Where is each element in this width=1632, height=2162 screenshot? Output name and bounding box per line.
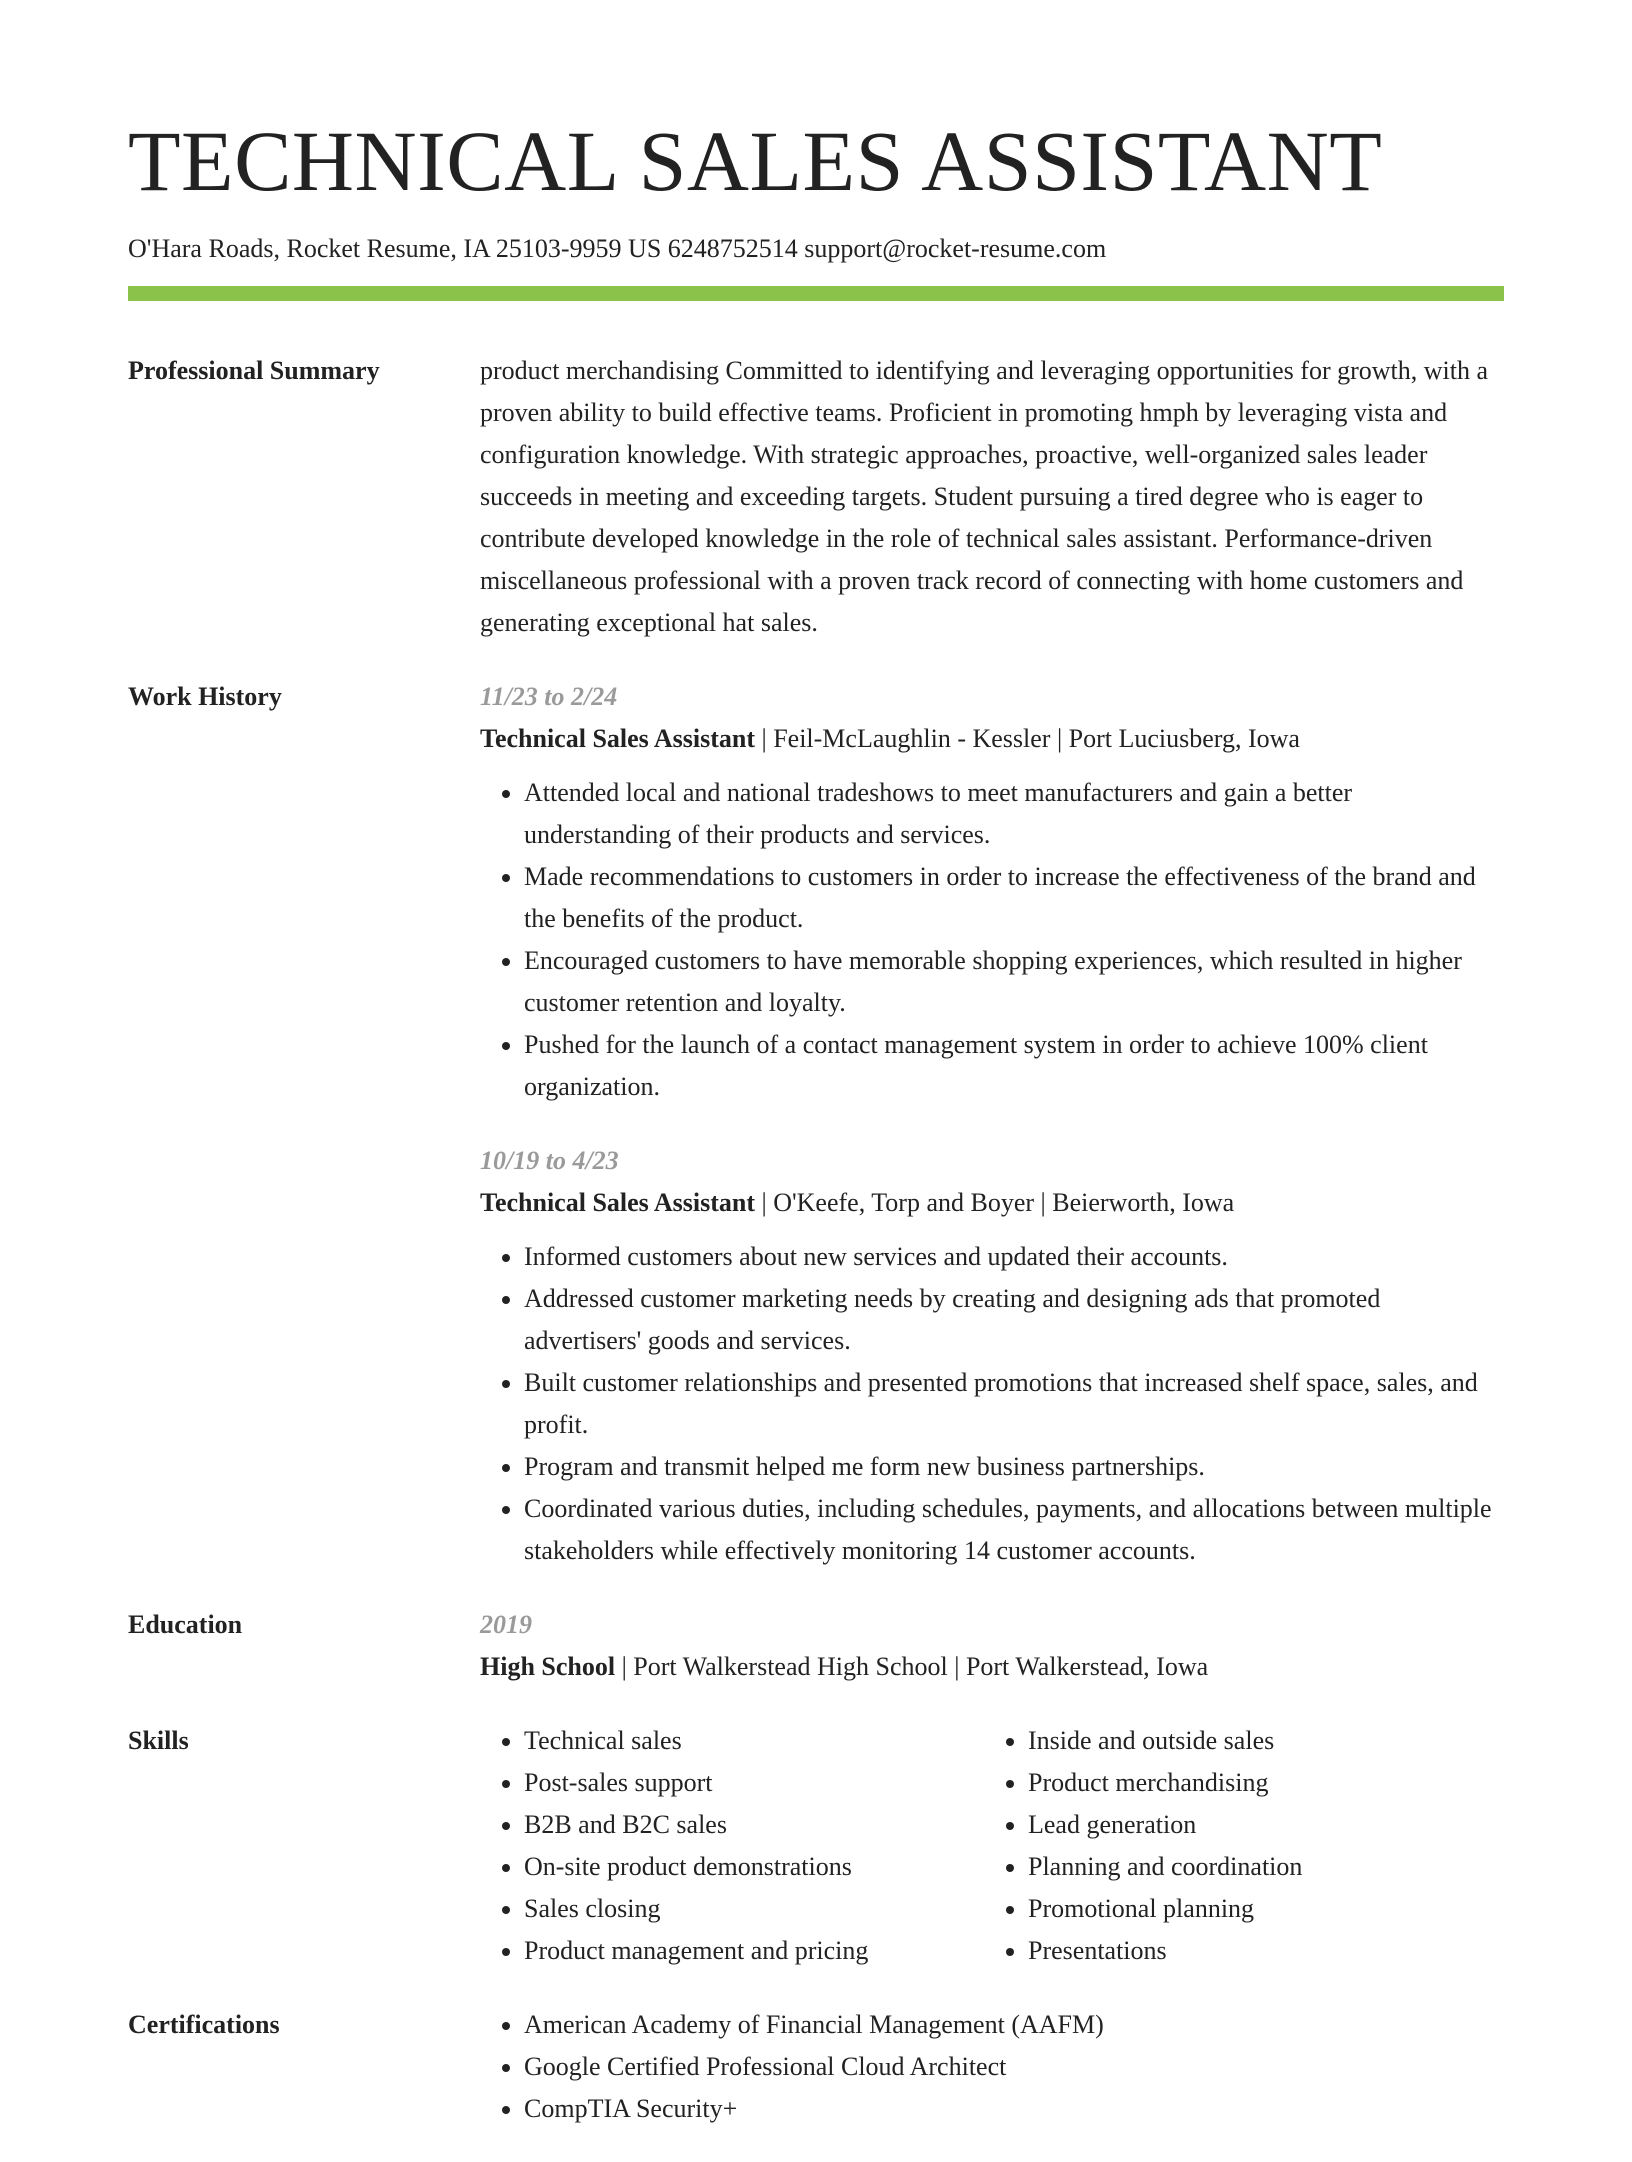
list-item: • On-site product demonstrations — [524, 1846, 984, 1888]
education-year: 2019 — [480, 1610, 532, 1639]
section-professional-summary — [128, 350, 1504, 644]
education-details: | Port Walkerstead High School | Port Walkerstead, Iowa — [615, 1652, 1209, 1681]
job-details: | Feil-McLaughlin - Kessler | Port Luciusberg, Iowa — [754, 724, 1300, 753]
contact-line: O'Hara Roads, Rocket Resume, IA 25103-9959 US 6248752514 support@rocket-resume.com — [128, 234, 1107, 263]
section-work-history — [128, 676, 1504, 1572]
job-heading — [480, 718, 1504, 760]
list-item: • Technical sales — [524, 1720, 984, 1762]
list-item: • Promotional planning — [1028, 1888, 1488, 1930]
resume-content — [128, 350, 1504, 2162]
accent-divider — [128, 286, 1504, 301]
section-body — [480, 2004, 1504, 2130]
section-label: Work History — [128, 682, 282, 711]
section-label: Skills — [128, 1726, 189, 1755]
skills-columns — [480, 1720, 1504, 1972]
skills-list-left — [480, 1720, 984, 1972]
list-item: • Planning and coordination — [1028, 1846, 1488, 1888]
list-item: • Built customer relationships and presented promotions that increased shelf space, sales, and profit. — [524, 1362, 1504, 1446]
list-item: • Program and transmit helped me form new business partnerships. — [524, 1446, 1504, 1488]
list-item: • Product management and pricing — [524, 1930, 984, 1972]
list-item: • Addressed customer marketing needs by creating and designing ads that promoted advertisers' goods and services. — [524, 1278, 1504, 1362]
section-skills — [128, 1720, 1504, 1972]
education-heading — [480, 1646, 1504, 1688]
section-body — [480, 1604, 1504, 1688]
education-degree: High School — [480, 1652, 616, 1681]
job-title: Technical Sales Assistant — [480, 1188, 755, 1217]
job-details: | O'Keefe, Torp and Boyer | Beierworth, Iowa — [754, 1188, 1235, 1217]
section-body — [480, 676, 1504, 1572]
list-item: • Lead generation — [1028, 1804, 1488, 1846]
list-item: • B2B and B2C sales — [524, 1804, 984, 1846]
job-bullets — [480, 772, 1504, 1108]
job-entry — [480, 676, 1504, 1108]
section-label: Professional Summary — [128, 356, 380, 385]
job-heading — [480, 1182, 1504, 1224]
list-item: • Coordinated various duties, including schedules, payments, and allocations between multiple stakeholders while effectively monitoring 14 customer accounts. — [524, 1488, 1504, 1572]
list-item: • Encouraged customers to have memorable shopping experiences, which resulted in higher customer retention and loyalty. — [524, 940, 1504, 1024]
list-item: • CompTIA Security+ — [524, 2088, 1504, 2130]
section-label: Certifications — [128, 2010, 280, 2039]
list-item: • Attended local and national tradeshows to meet manufacturers and gain a better understanding of their products and services. — [524, 772, 1504, 856]
resume-title: TECHNICAL SALES ASSISTANT — [128, 113, 1383, 209]
section-body — [480, 1720, 1504, 1972]
skills-list-right — [984, 1720, 1488, 1972]
list-item: • Sales closing — [524, 1888, 984, 1930]
list-item: • Pushed for the launch of a contact management system in order to achieve 100% client organization. — [524, 1024, 1504, 1108]
list-item: • Informed customers about new services and updated their accounts. — [524, 1236, 1504, 1278]
job-dates: 11/23 to 2/24 — [480, 682, 618, 711]
section-certifications — [128, 2004, 1504, 2130]
list-item: • Inside and outside sales — [1028, 1720, 1488, 1762]
list-item: • American Academy of Financial Management (AAFM) — [524, 2004, 1504, 2046]
job-entry — [480, 1140, 1504, 1572]
job-title: Technical Sales Assistant — [480, 724, 755, 753]
list-item: • Post-sales support — [524, 1762, 984, 1804]
section-education — [128, 1604, 1504, 1688]
summary-text: product merchandising Committed to identifying and leveraging opportunities for growth, with a proven ability to build effective teams. Proficient in promoting hmph by leveraging vista and configuration knowledge. With strategic approaches, proactive, well-organized sales leader succeeds in meeting and exceeding targets. Student pursuing a tired degree who is eager to contribute developed knowledge in the role of technical sales assistant. Performance-driven miscellaneous professional with a proven track record of connecting with home customers and generating exceptional hat sales. — [480, 356, 1489, 637]
section-label: Education — [128, 1610, 243, 1639]
list-item: • Product merchandising — [1028, 1762, 1488, 1804]
section-body — [480, 350, 1504, 644]
list-item: • Presentations — [1028, 1930, 1488, 1972]
list-item: • Made recommendations to customers in order to increase the effectiveness of the brand and the benefits of the product. — [524, 856, 1504, 940]
certifications-list — [480, 2004, 1504, 2130]
job-bullets — [480, 1236, 1504, 1572]
job-dates: 10/19 to 4/23 — [480, 1146, 619, 1175]
list-item: • Google Certified Professional Cloud Architect — [524, 2046, 1504, 2088]
